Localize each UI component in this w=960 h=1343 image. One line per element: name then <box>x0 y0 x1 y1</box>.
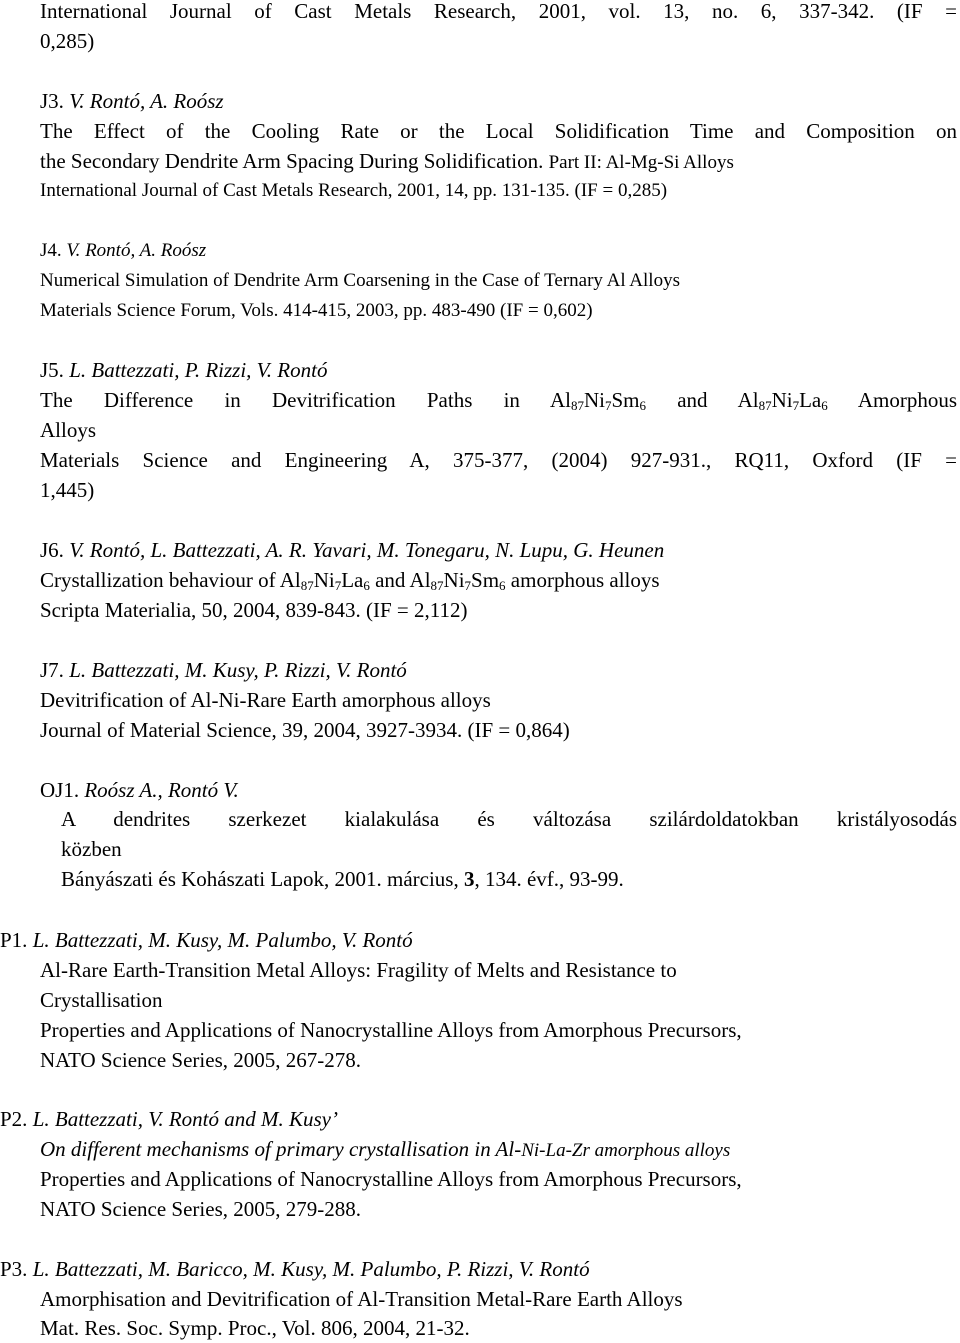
j3-title-line-2 <box>40 146 957 178</box>
j4-journal: Materials Science Forum, Vols. 414-415, 2003, pp. 483-490 (IF = 0,602) <box>40 300 593 321</box>
p2-title <box>40 1134 957 1166</box>
j2-journal-line-2: 0,285) <box>40 29 95 53</box>
oj1-header <box>40 775 957 805</box>
j5-title-line-2: Alloys <box>40 418 97 442</box>
p2-authors: L. Battezzati, V. Rontó and M. Kusy’ <box>32 1107 338 1131</box>
oj1-title-line-1: A dendrites szerkezet kialakulása és változása szilárdoldatokban kristályosodás <box>61 807 957 831</box>
j6-label: J6. <box>40 538 64 562</box>
j7-header <box>40 655 957 685</box>
p1-label: P1. <box>0 928 28 952</box>
j5-title-b: Amorphous <box>857 388 957 412</box>
j5-header <box>40 355 957 385</box>
j6-title <box>40 565 957 595</box>
j3-journal: International Journal of Cast Metals Research, 2001, 14, pp. 131-135. (IF = 0,285) <box>40 180 668 201</box>
oj1-authors: Roósz A., Rontó V. <box>84 778 239 802</box>
j6-header <box>40 535 957 565</box>
p3-label: P3. <box>0 1257 28 1281</box>
j7-label: J7. <box>40 658 64 682</box>
j4-label: J4. <box>40 240 62 261</box>
p2-label: P2. <box>0 1107 28 1131</box>
oj1-journal <box>61 864 957 894</box>
p1-journal-line-1: Properties and Applications of Nanocrystalline Alloys from Amorphous Precursors, <box>40 1018 742 1042</box>
p1-header <box>0 925 957 955</box>
p3-header <box>0 1254 957 1284</box>
j4-header <box>40 236 957 266</box>
j5-title-a: The Difference in Devitrification Paths in <box>40 388 520 412</box>
j3-label: J3. <box>40 89 64 113</box>
p3-journal: Mat. Res. Soc. Symp. Proc., Vol. 806, 2004, 21-32. <box>40 1316 470 1340</box>
oj1-journal-a: Bányászati és Kohászati Lapok, 2001. március, <box>61 867 459 891</box>
oj1-journal-volume: 3 <box>463 867 475 891</box>
j5-formula-2: $Al_{87}Ni_7La_6$ <box>737 388 828 413</box>
p2-journal-line-1: Properties and Applications of Nanocrystalline Alloys from Amorphous Precursors, <box>40 1167 742 1191</box>
j6-formula-1: $Al_{87}Ni_7La_6$ <box>279 568 370 593</box>
j5-title-line-1 <box>40 385 957 415</box>
j6-journal: Scripta Materialia, 50, 2004, 839-843. (IF = 2,112) <box>40 598 468 622</box>
oj1-journal-b: , 134. évf., 93-99. <box>474 867 624 891</box>
j4-title: Numerical Simulation of Dendrite Arm Coarsening in the Case of Ternary Al Alloys <box>40 270 680 291</box>
j3-title-line-2-main: the Secondary Dendrite Arm Spacing During Solidification. <box>40 149 544 173</box>
p1-authors: L. Battezzati, M. Kusy, M. Palumbo, V. Rontó <box>32 928 413 952</box>
p1-title-line-2: Crystallisation <box>40 988 163 1012</box>
j6-and: and <box>375 568 406 592</box>
j5-and: and <box>677 388 708 412</box>
p2-title-a: On different mechanisms of primary crystallisation in Al- <box>40 1137 522 1161</box>
j3-header <box>40 86 957 116</box>
j5-journal-line-2: 1,445) <box>40 478 95 502</box>
oj1-label: OJ1. <box>40 778 80 802</box>
j2-journal-line-1: International Journal of Cast Metals Research, 2001, vol. 13, no. 6, 337-342. (IF = <box>40 0 957 23</box>
j3-authors: V. Rontó, A. Roósz <box>69 89 224 113</box>
p3-title: Amorphisation and Devitrification of Al-Transition Metal-Rare Earth Alloys <box>40 1287 683 1311</box>
j5-formula-1: $Al_{87}Ni_7Sm_6$ <box>549 388 646 413</box>
j6-authors: V. Rontó, L. Battezzati, A. R. Yavari, M. Tonegaru, N. Lupu, G. Heunen <box>69 538 665 562</box>
p3-authors: L. Battezzati, M. Baricco, M. Kusy, M. Palumbo, P. Rizzi, V. Rontó <box>32 1257 590 1281</box>
j7-title: Devitrification of Al-Ni-Rare Earth amorphous alloys <box>40 688 491 712</box>
j7-authors: L. Battezzati, M. Kusy, P. Rizzi, V. Rontó <box>69 658 407 682</box>
p2-title-b: Ni-La-Zr amorphous alloys <box>521 1140 731 1161</box>
oj1-title-line-2: közben <box>61 837 122 861</box>
j6-title-a: Crystallization behaviour of <box>40 568 276 592</box>
j5-journal-line-1: Materials Science and Engineering A, 375-377, (2004) 927-931., RQ11, Oxford (IF = <box>40 448 957 472</box>
p1-journal-line-2: NATO Science Series, 2005, 267-278. <box>40 1048 361 1072</box>
j4-authors: V. Rontó, A. Roósz <box>66 240 207 261</box>
j6-title-b: amorphous alloys <box>510 568 660 592</box>
j3-title-line-1: The Effect of the Cooling Rate or the Local Solidification Time and Composition on <box>40 119 957 143</box>
j5-authors: L. Battezzati, P. Rizzi, V. Rontó <box>69 358 328 382</box>
j7-journal: Journal of Material Science, 39, 2004, 3927-3934. (IF = 0,864) <box>40 718 570 742</box>
j6-formula-2: $Al_{87}Ni_7Sm_6$ <box>409 568 506 593</box>
p2-header <box>0 1104 957 1134</box>
j5-label: J5. <box>40 358 64 382</box>
p1-title-line-1: Al-Rare Earth-Transition Metal Alloys: Fragility of Melts and Resistance to <box>40 958 677 982</box>
j3-title-tail: Part II: Al-Mg-Si Alloys <box>548 152 734 173</box>
p2-journal-line-2: NATO Science Series, 2005, 279-288. <box>40 1197 361 1221</box>
